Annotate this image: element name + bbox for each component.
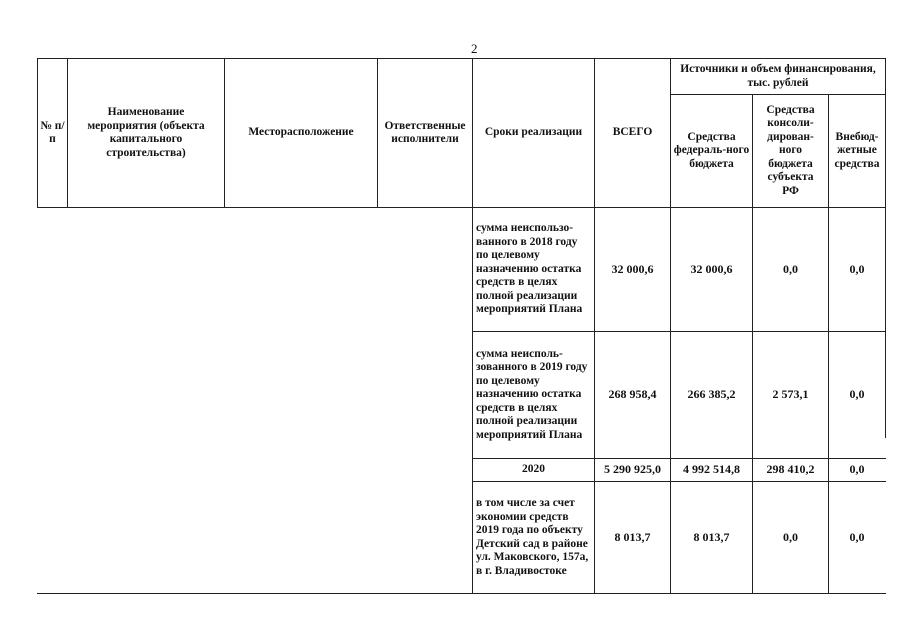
row-total: 5 290 925,0	[604, 462, 661, 477]
header-responsible: Ответственные исполнители	[384, 119, 466, 145]
row-term: в том числе за счет экономии средств 2019 года по объекту Детский сад в районе ул. Маковского, 157а, в г. Владивостоке	[476, 497, 589, 577]
row-federal: 32 000,6	[690, 261, 733, 276]
header-name: Наименование мероприятия (объекта капитального строительства)	[87, 106, 205, 159]
row-total: 8 013,7	[614, 529, 651, 544]
row-total: 32 000,6	[611, 261, 654, 276]
page-number: 2	[471, 41, 478, 56]
row-offbudget: 0,0	[849, 261, 865, 276]
row-federal: 4 992 514,8	[683, 462, 740, 477]
row-offbudget: 0,0	[849, 387, 865, 402]
header-sources: Источники и объем финансирования, тыс. рублей	[680, 63, 876, 89]
header-location: Месторасположение	[248, 126, 354, 139]
header-num: № п/п	[40, 119, 65, 145]
row-offbudget: 0,0	[849, 462, 865, 477]
row-regional: 0,0	[783, 261, 798, 276]
row-regional: 0,0	[783, 529, 798, 544]
header-total: ВСЕГО	[612, 126, 653, 139]
header-terms: Сроки реализации	[484, 126, 583, 139]
row-term: сумма неиспользо-ванного в 2018 году по целевому назначению остатка средств в целях полной реализации мероприятий Плана	[476, 222, 583, 316]
row-federal: 8 013,7	[693, 529, 730, 544]
header-regional: Средства консоли-дирован-ного бюджета субъекта РФ	[766, 103, 815, 197]
row-offbudget: 0,0	[849, 529, 865, 544]
row-federal: 266 385,2	[687, 387, 736, 402]
row-term: 2020	[522, 463, 545, 476]
row-total: 268 958,4	[608, 387, 657, 402]
header-federal: Средства федераль-ного бюджета	[673, 130, 750, 170]
row-regional: 2 573,1	[772, 387, 809, 402]
row-regional: 298 410,2	[766, 462, 815, 477]
header-offbudget: Внебюд-жетные средства	[834, 130, 880, 170]
row-term: сумма неисполь-зованного в 2019 году по целевому назначению остатка средств в целях полной реализации мероприятий Плана	[476, 347, 588, 441]
